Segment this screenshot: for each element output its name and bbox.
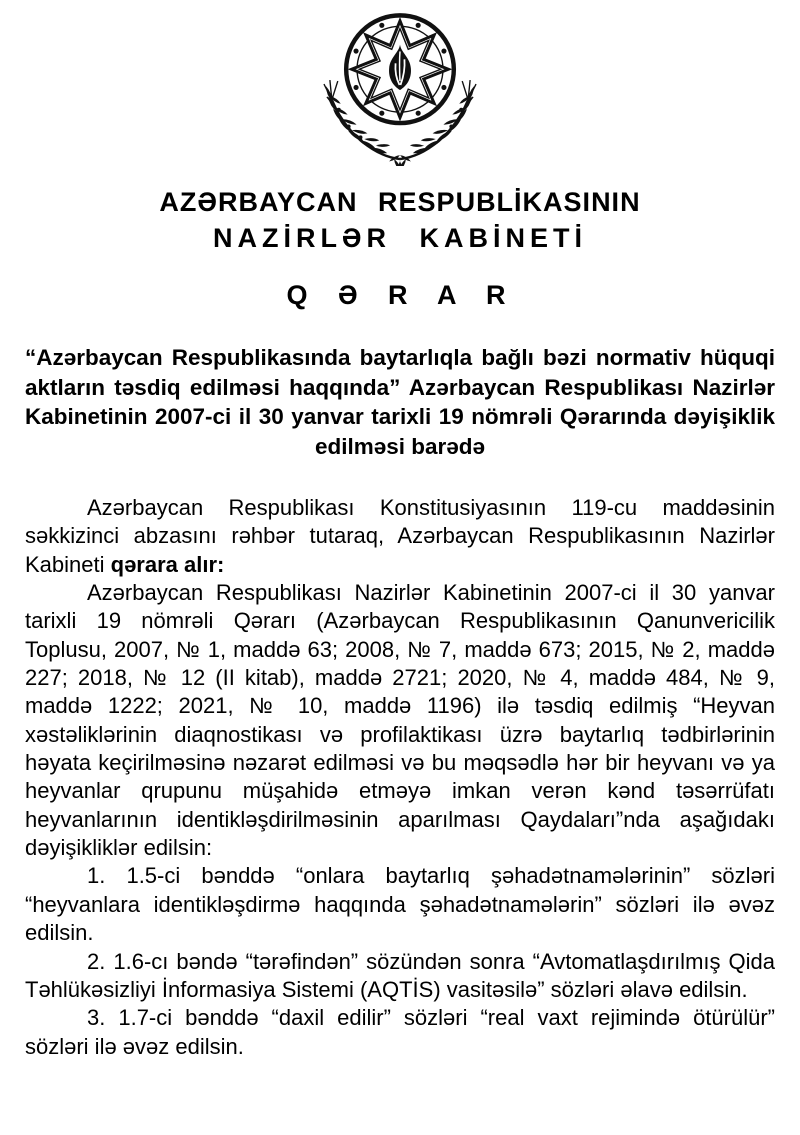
amendment-item-3: 3. 1.7-ci bənddə “daxil edilir” sözləri “real vaxt rejimində ötürülür” sözləri ilə əvəz edilsin.	[25, 1005, 775, 1059]
amendment-item-1: 1. 1.5-ci bənddə “onlara baytarlıq şəhadətnamələrinin” sözləri “heyvanlara identikləşdirmə haqqında şəhadətnamələrin” sözləri ilə əvəz edilsin.	[25, 863, 775, 946]
org-name-line1: AZƏRBAYCAN RESPUBLİKASININ	[159, 187, 641, 217]
azerbaijan-state-emblem-icon	[321, 8, 479, 166]
org-name-line2: NAZİRLƏR KABİNETİ	[212, 223, 588, 253]
organization-title	[25, 184, 775, 256]
amendment-item-2: 2. 1.6-cı bəndə “tərəfindən” sözündən sonra “Avtomatlaşdırılmış Qida Təhlükəsizliyi İnformasiya Sistemi (AQTİS) vasitəsilə” sözləri əlavə edilsin.	[25, 948, 775, 1002]
preamble-text: Azərbaycan Respublikası Konstitusiyasının 119-cu maddəsinin səkkizinci abzasını rəhbər tutaraq, Azərbaycan Respublikasının Nazirlər Kabineti	[25, 495, 775, 577]
resolution-phrase: qərara alır:	[110, 551, 225, 577]
decree-subject-heading: “Azərbaycan Respublikasında baytarlıqla bağlı bəzi normativ hüquqi aktların təsdiq edilməsi haqqında” Azərbaycan Respublikası Nazirlər Kabinetinin 2007-ci il 30 yanvar tarixli 19 nömrəli Qərarında dəyişiklik edilməsi barədə	[25, 345, 775, 459]
decree-body	[25, 494, 775, 1061]
document-type-title: Q Ə R A R	[286, 280, 514, 310]
preamble-paragraph	[25, 494, 775, 579]
amendment-intro-paragraph: Azərbaycan Respublikası Nazirlər Kabinetinin 2007-ci il 30 yanvar tarixli 19 nömrəli Qərarı (Azərbaycan Respublikasının Qanunvericilik Toplusu, 2007, № 1, maddə 63; 2008, № 7, maddə 673; 2015, № 2, maddə 227; 2018, № 12 (II kitab), maddə 2721; 2020, № 4, maddə 484, № 9, maddə 1222; 2021, № 10, maddə 1196) ilə təsdiq edilmiş “Heyvan xəstəliklərinin diaqnostikası və profilaktikası üzrə baytarlıq tədbirlərinin həyata keçirilməsinə nəzarət edilməsi və bu məqsədlə hər bir heyvanı və ya heyvanlar qrupunu müşahidə etməyə imkan verən kənd təsərrüfatı heyvanlarının identikləşdirilməsinin aparılması Qaydaları”nda aşağıdakı dəyişikliklər edilsin:	[25, 580, 775, 861]
